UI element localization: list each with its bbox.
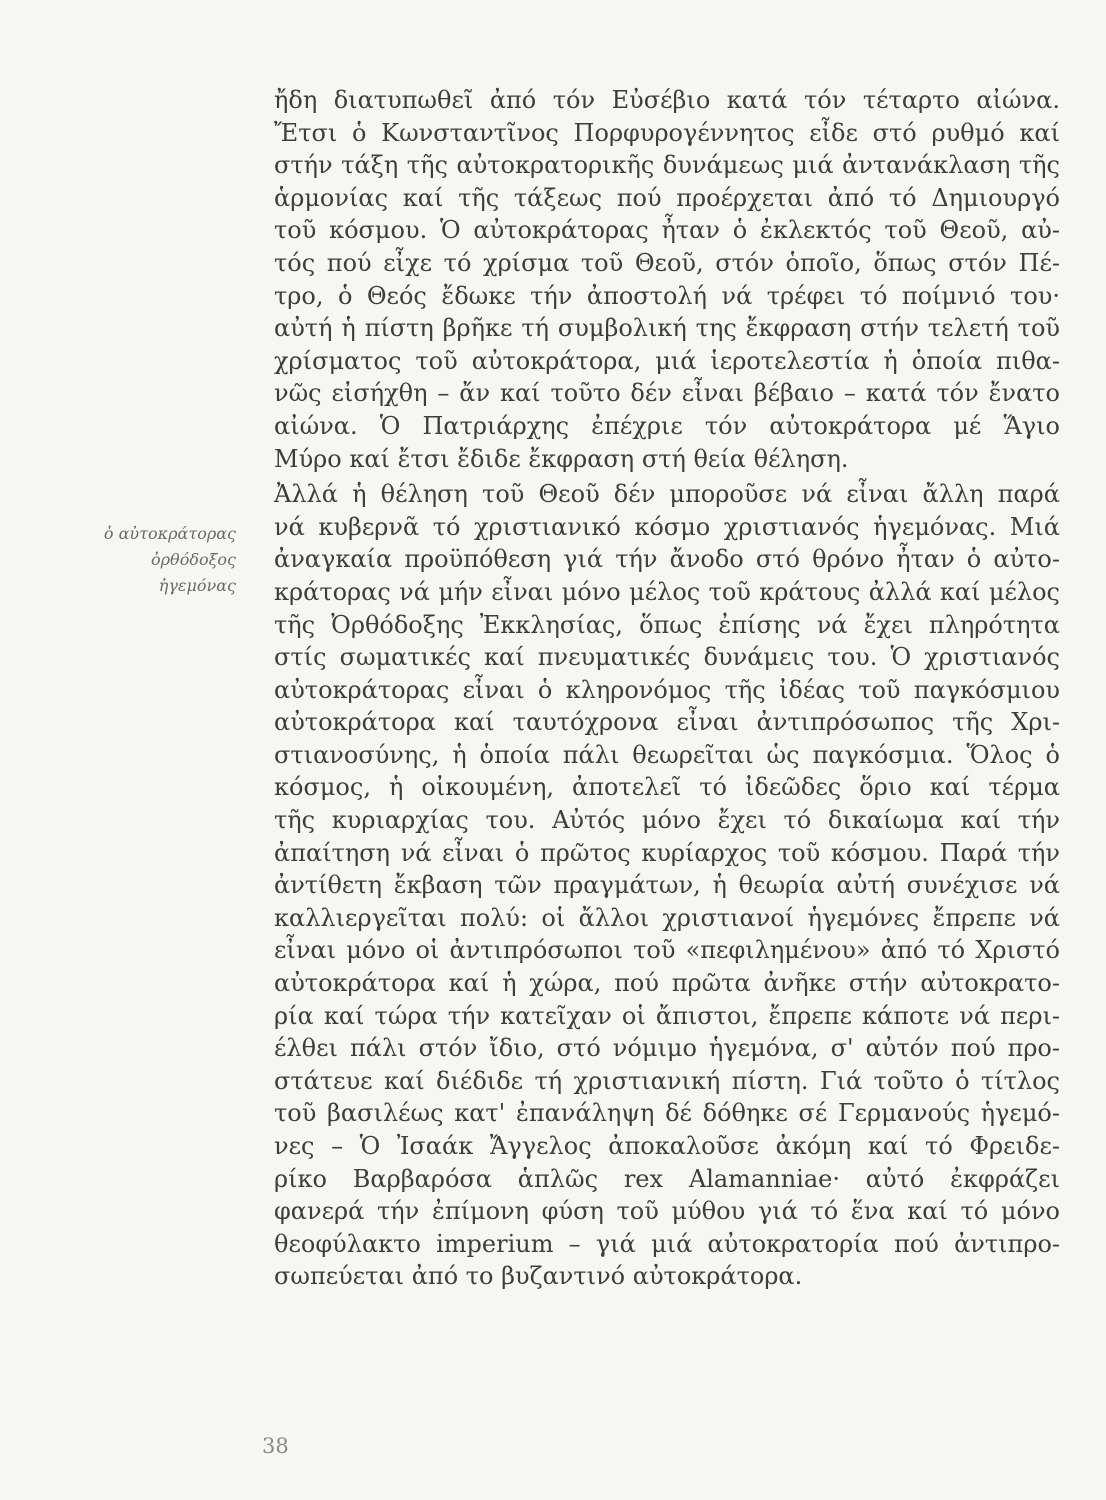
text-line: τοῦ κόσμου. Ὁ αὐτοκράτορας ἦταν ὁ ἐκλεκτός τοῦ Θεοῦ, αὐ-: [274, 216, 1060, 245]
text-line: ρίκο Βαρβαρόσα ἁπλῶς rex Alamanniae· αὐτό ἐκφράζει: [274, 1164, 1060, 1193]
margin-note: [40, 521, 236, 599]
text-line: ἀναγκαία προϋπόθεση γιά τήν ἄνοδο στό θρόνο ἦταν ὁ αὐτο-: [274, 545, 1060, 574]
text-line: τῆς κυριαρχίας του. Αὐτός μόνο ἔχει τό δικαίωμα καί τήν: [274, 806, 1060, 835]
text-line: τός πού εἶχε τό χρίσμα τοῦ Θεοῦ, στόν ὁποῖο, ὅπως στόν Πέ-: [274, 248, 1060, 277]
paragraph-2: [274, 478, 1060, 1293]
text-line: φανερά τήν ἐπίμονη φύση τοῦ μύθου γιά τό ἕνα καί τό μόνο: [274, 1197, 1060, 1226]
text-line: αὐτοκράτορα καί ἡ χώρα, πού πρῶτα ἀνῆκε στήν αὐτοκρατο-: [274, 969, 1060, 998]
text-line: τοῦ βασιλέως κατ' ἐπανάληψη δέ δόθηκε σέ Γερμανούς ἡγεμό-: [274, 1099, 1060, 1128]
text-line: αἰώνα. Ὁ Πατριάρχης ἐπέχριε τόν αὐτοκράτορα μέ Ἅγιο: [274, 411, 1060, 440]
text-line: στίς σωματικές καί πνευματικές δυνάμεις του. Ὁ χριστιανός: [274, 643, 1060, 672]
text-line: χρίσματος τοῦ αὐτοκράτορα, μιά ἱεροτελεστία ἡ ὁποία πιθα-: [274, 346, 1060, 375]
text-line: καλλιεργεῖται πολύ: οἱ ἄλλοι χριστιανοί ἡγεμόνες ἔπρεπε νά: [274, 903, 1060, 932]
text-line: κράτορας νά μήν εἶναι μόνο μέλος τοῦ κράτους ἀλλά καί μέλος: [274, 577, 1060, 606]
page-number: 38: [262, 1434, 289, 1458]
paragraph-1: [274, 84, 1060, 475]
text-line: Ἔτσι ὁ Κωνσταντῖνος Πορφυρογέννητος εἶδε στό ρυθμό καί: [274, 118, 1060, 147]
text-line: στιανοσύνης, ἡ ὁποία πάλι θεωρεῖται ὡς παγκόσμια. Ὅλος ὁ: [274, 740, 1060, 769]
text-line: νά κυβερνᾶ τό χριστιανικό κόσμο χριστιανός ἡγεμόνας. Μιά: [274, 512, 1060, 541]
text-line: θεοφύλακτο imperium – γιά μιά αὐτοκρατορία πού ἀντιπρο-: [274, 1229, 1060, 1258]
text-line: αὐτοκράτορας εἶναι ὁ κληρονόμος τῆς ἰδέας τοῦ παγκόσμιου: [274, 675, 1060, 704]
text-line: ρία καί τώρα τήν κατεῖχαν οἱ ἄπιστοι, ἔπρεπε κάποτε νά περι-: [274, 1001, 1060, 1030]
body-text: [274, 84, 1060, 1293]
text-line: ἀπαίτηση νά εἶναι ὁ πρῶτος κυρίαρχος τοῦ κόσμου. Παρά τήν: [274, 838, 1060, 867]
text-line: ἁρμονίας καί τῆς τάξεως πού προέρχεται ἀπό τό Δημιουργό: [274, 183, 1060, 212]
text-line: ἀντίθετη ἔκβαση τῶν πραγμάτων, ἡ θεωρία αὐτή συνέχισε νά: [274, 871, 1060, 900]
text-line: τῆς Ὀρθόδοξης Ἐκκλησίας, ὅπως ἐπίσης νά ἔχει πληρότητα: [274, 610, 1060, 639]
text-line: αὐτοκράτορα καί ταυτόχρονα εἶναι ἀντιπρόσωπος τῆς Χρι-: [274, 708, 1060, 737]
text-line: τρο, ὁ Θεός ἔδωκε τήν ἀποστολή νά τρέφει τό ποίμνιό του·: [274, 281, 1060, 310]
text-line: στήν τάξη τῆς αὐτοκρατορικῆς δυνάμεως μιά ἀντανάκλαση τῆς: [274, 151, 1060, 180]
margin-note-line: ἡγεμόνας: [158, 576, 236, 595]
text-line: Ἀλλά ἡ θέληση τοῦ Θεοῦ δέν μποροῦσε νά εἶναι ἄλλη παρά: [274, 480, 1060, 509]
text-line: έλθει πάλι στόν ἴδιο, στό νόμιμο ἡγεμόνα, σ' αὐτόν πού προ-: [274, 1034, 1060, 1063]
text-line: σωπεύεται ἀπό το βυζαντινό αὐτοκράτορα.: [274, 1262, 803, 1291]
margin-note-line: ὁ αὐτοκράτορας: [103, 524, 236, 543]
text-line: ἤδη διατυπωθεῖ ἀπό τόν Εὐσέβιο κατά τόν τέταρτο αἰώνα.: [274, 86, 1060, 114]
text-line: εἶναι μόνο οἱ ἀντιπρόσωποι τοῦ «πεφιλημένου» ἀπό τό Χριστό: [274, 936, 1060, 965]
text-line: αὐτή ἡ πίστη βρῆκε τή συμβολική της ἔκφραση στήν τελετή τοῦ: [274, 314, 1060, 343]
text-line: Μύρο καί ἔτσι ἔδιδε ἔκφραση στή θεία θέληση.: [274, 444, 849, 473]
text-line: νες – Ὁ Ἰσαάκ Ἄγγελος ἀποκαλοῦσε ἀκόμη καί τό Φρειδε-: [274, 1132, 1060, 1160]
margin-note-line: ὀρθόδοξος: [151, 550, 236, 569]
text-line: κόσμος, ἡ οἰκουμένη, ἀποτελεῖ τό ἰδεῶδες ὅριο καί τέρμα: [274, 773, 1060, 802]
text-line: στάτευε καί διέδιδε τή χριστιανική πίστη. Γιά τοῦτο ὁ τίτλος: [274, 1066, 1060, 1095]
text-line: νῶς εἰσήχθη – ἄν καί τοῦτο δέν εἶναι βέβαιο – κατά τόν ἔνατο: [274, 379, 1060, 408]
